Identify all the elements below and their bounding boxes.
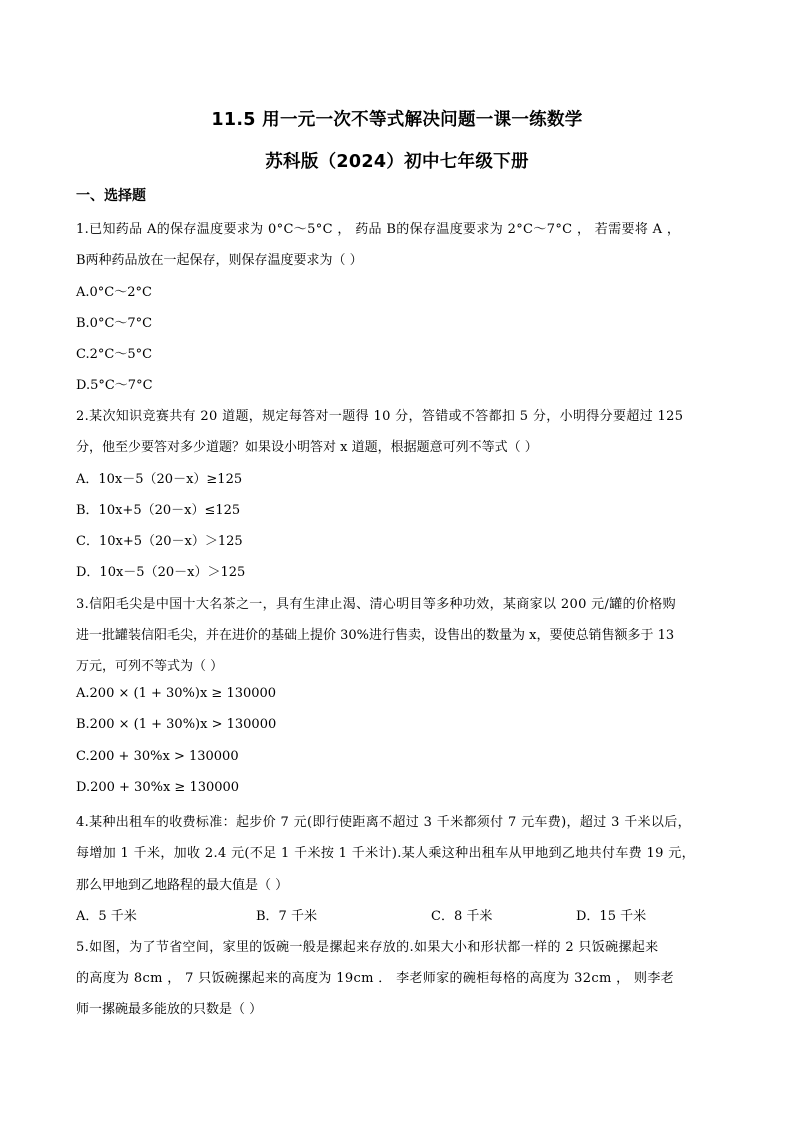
question-2-option-a: A．10x－5（20－x）≥125 (76, 472, 243, 487)
question-2-line-2: 分，他至少要答对多少道题？如果设小明答对 x 道题，根据题意可列不等式（ ） (76, 440, 538, 455)
question-5-line-1: 5.如图，为了节省空间，家里的饭碗一般是摞起来存放的.如果大小和形状都一样的 2 只饭碗摞起来 (76, 940, 659, 955)
question-4-option-d: D．15 千米 (576, 909, 647, 924)
question-1-option-b: B.0°C～7°C (76, 316, 153, 331)
question-3-option-d: D.200 + 30%x ≥ 130000 (76, 780, 240, 795)
question-3-option-a: A.200 × (1 + 30%)x ≥ 130000 (76, 686, 277, 701)
section-heading: 一、选择题 (76, 188, 146, 204)
question-5-line-3: 师一摞碗最多能放的只数是（ ） (76, 1002, 263, 1017)
document-title: 11.5 用一元一次不等式解决问题一课一练数学 (211, 110, 583, 130)
question-4-option-b: B．7 千米 (256, 909, 317, 924)
question-3-line-2: 进一批罐装信阳毛尖，并在进价的基础上提价 30%进行售卖，设售出的数量为 x，要使总销售额多于 13 (76, 628, 675, 643)
question-4-line-3: 那么甲地到乙地路程的最大值是（ ） (76, 878, 289, 893)
question-2-line-1: 2.某次知识竞赛共有 20 道题，规定每答对一题得 10 分，答错或不答都扣 5 分，小明得分要超过 125 (76, 409, 684, 424)
question-1-option-c: C.2°C～5°C (76, 347, 153, 362)
question-2-option-c: C．10x+5（20－x）＞125 (76, 534, 243, 549)
question-3-line-3: 万元，可列不等式为（ ） (76, 659, 224, 674)
question-4-line-1: 4.某种出租车的收费标准：起步价 7 元(即行使距离不超过 3 千米都须付 7 元车费)，超过 3 千米以后， (76, 815, 691, 830)
question-4-option-a: A．5 千米 (76, 909, 137, 924)
question-2-option-b: B．10x+5（20－x）≤125 (76, 503, 241, 518)
question-3-option-b: B.200 × (1 + 30%)x > 130000 (76, 717, 277, 732)
question-3-option-c: C.200 + 30%x > 130000 (76, 749, 239, 764)
question-5-line-2: 的高度为 8cm ， 7 只饭碗摞起来的高度为 19cm ． 李老师家的碗柜每格的高度为 32cm ， 则李老 (76, 971, 675, 986)
question-1-option-d: D.5°C～7°C (76, 378, 153, 393)
question-1-line-2: B两种药品放在一起保存，则保存温度要求为（ ） (76, 253, 363, 268)
question-4-option-c: C．8 千米 (431, 909, 493, 924)
question-4-line-2: 每增加 1 千米，加收 2.4 元(不足 1 千米按 1 千米计).某人乘这种出租车从甲地到乙地共付车费 19 元， (76, 846, 695, 861)
document-subtitle: 苏科版（2024）初中七年级下册 (265, 152, 529, 172)
question-1-line-1: 1.已知药品 A的保存温度要求为 0°C～5°C ， 药品 B的保存温度要求为 2°C～7°C ， 若需要将 A ， (76, 222, 681, 237)
question-2-option-d: D．10x－5（20－x）＞125 (76, 565, 246, 580)
question-1-option-a: A.0°C～2°C (76, 285, 152, 300)
question-3-line-1: 3.信阳毛尖是中国十大名茶之一，具有生津止渴、清心明目等多种功效，某商家以 200 元/罐的价格购 (76, 597, 677, 612)
